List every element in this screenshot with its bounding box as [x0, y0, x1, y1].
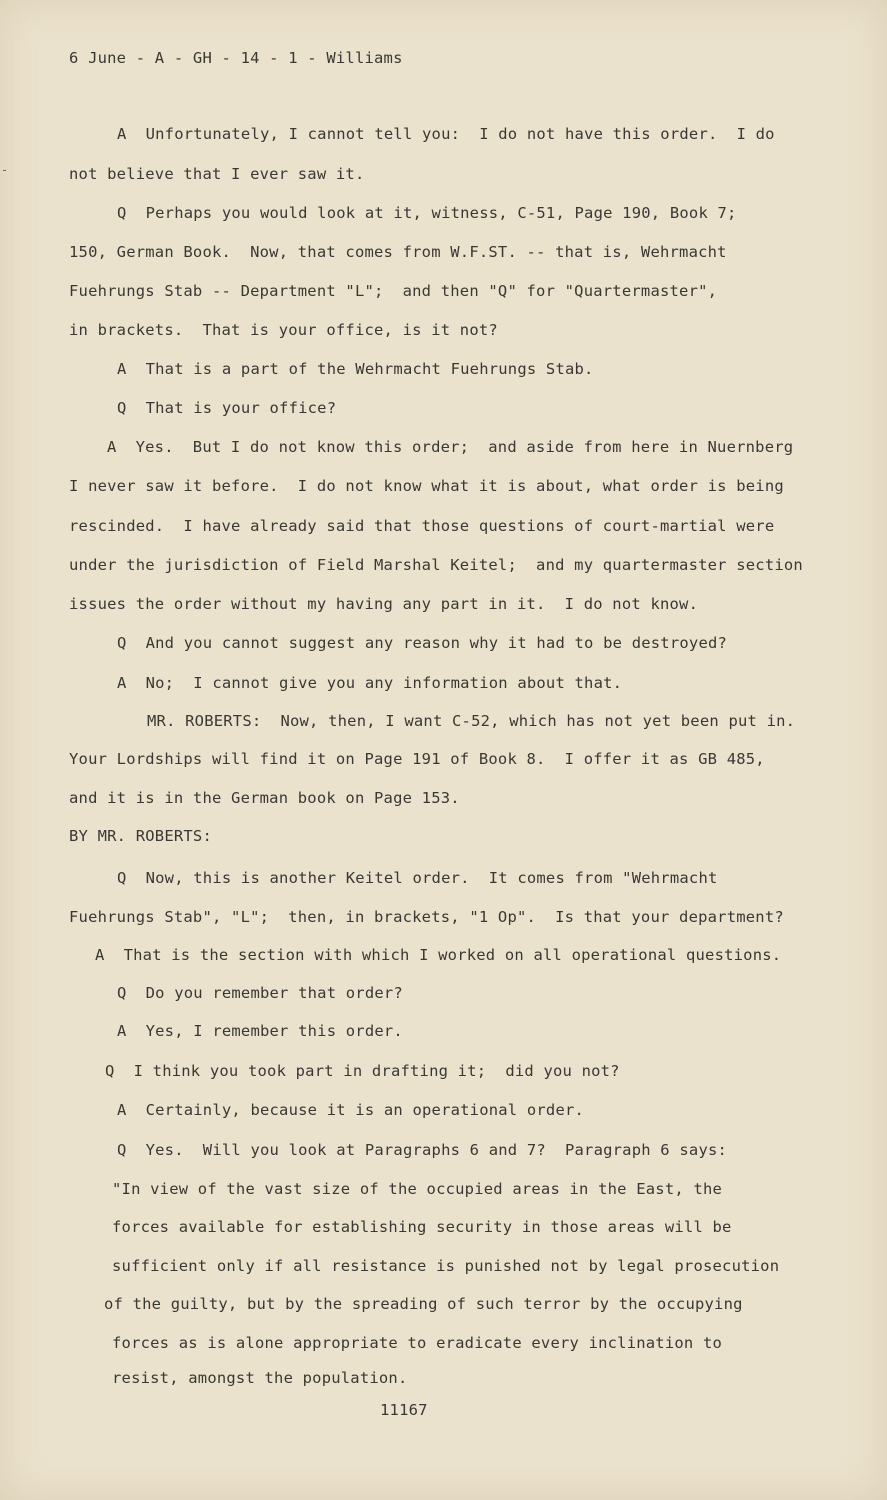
text-line: sufficient only if all resistance is punished not by legal prosecution — [112, 1257, 780, 1275]
text-line: A That is the section with which I worked on all operational questions. — [95, 946, 782, 964]
text-line: Fuehrungs Stab", "L"; then, in brackets, "1 Op". Is that your department? — [69, 908, 784, 926]
text-line: forces available for establishing security in those areas will be — [112, 1218, 732, 1236]
text-line: Q Perhaps you would look at it, witness, C-51, Page 190, Book 7; — [117, 204, 737, 222]
text-line: A Certainly, because it is an operational order. — [117, 1101, 585, 1119]
text-line: and it is in the German book on Page 153. — [69, 789, 460, 807]
text-line: A That is a part of the Wehrmacht Fuehrungs Stab. — [117, 360, 594, 378]
text-line: Q Yes. Will you look at Paragraphs 6 and 7? Paragraph 6 says: — [117, 1141, 728, 1159]
text-line: not believe that I ever saw it. — [69, 165, 365, 183]
text-line: A Yes. But I do not know this order; and aside from here in Nuernberg — [107, 438, 794, 456]
text-line: I never saw it before. I do not know what it is about, what order is being — [69, 477, 784, 495]
text-line: issues the order without my having any part in it. I do not know. — [69, 595, 699, 613]
text-line: Q And you cannot suggest any reason why it had to be destroyed? — [117, 634, 728, 652]
text-line: resist, amongst the population. — [112, 1369, 408, 1387]
text-line: Fuehrungs Stab -- Department "L"; and then "Q" for "Quartermaster", — [69, 282, 718, 300]
text-line: Q That is your office? — [117, 399, 337, 417]
text-line: BY MR. ROBERTS: — [69, 827, 212, 845]
text-line: of the guilty, but by the spreading of such terror by the occupying — [104, 1295, 743, 1313]
header-line: 6 June - A - GH - 14 - 1 - Williams — [69, 49, 403, 67]
margin-mark — [3, 170, 6, 171]
text-line: Your Lordships will find it on Page 191 of Book 8. I offer it as GB 485, — [69, 750, 765, 768]
text-line: Q I think you took part in drafting it; did you not? — [105, 1062, 620, 1080]
text-line: Q Now, this is another Keitel order. It comes from "Wehrmacht — [117, 869, 718, 887]
text-line: A No; I cannot give you any information about that. — [117, 674, 623, 692]
text-line: Q Do you remember that order? — [117, 984, 403, 1002]
text-line: A Yes, I remember this order. — [117, 1022, 403, 1040]
text-line: A Unfortunately, I cannot tell you: I do not have this order. I do — [117, 125, 775, 143]
text-line: "In view of the vast size of the occupied areas in the East, the — [112, 1180, 723, 1198]
text-line: rescinded. I have already said that those questions of court-martial were — [69, 517, 775, 535]
text-line: under the jurisdiction of Field Marshal Keitel; and my quartermaster section — [69, 556, 803, 574]
text-line: forces as is alone appropriate to eradicate every inclination to — [112, 1334, 723, 1352]
text-line: MR. ROBERTS: Now, then, I want C-52, which has not yet been put in. — [147, 712, 796, 730]
page-number: 11167 — [380, 1401, 428, 1419]
text-line: in brackets. That is your office, is it not? — [69, 321, 498, 339]
text-line: 150, German Book. Now, that comes from W.F.ST. -- that is, Wehrmacht — [69, 243, 727, 261]
